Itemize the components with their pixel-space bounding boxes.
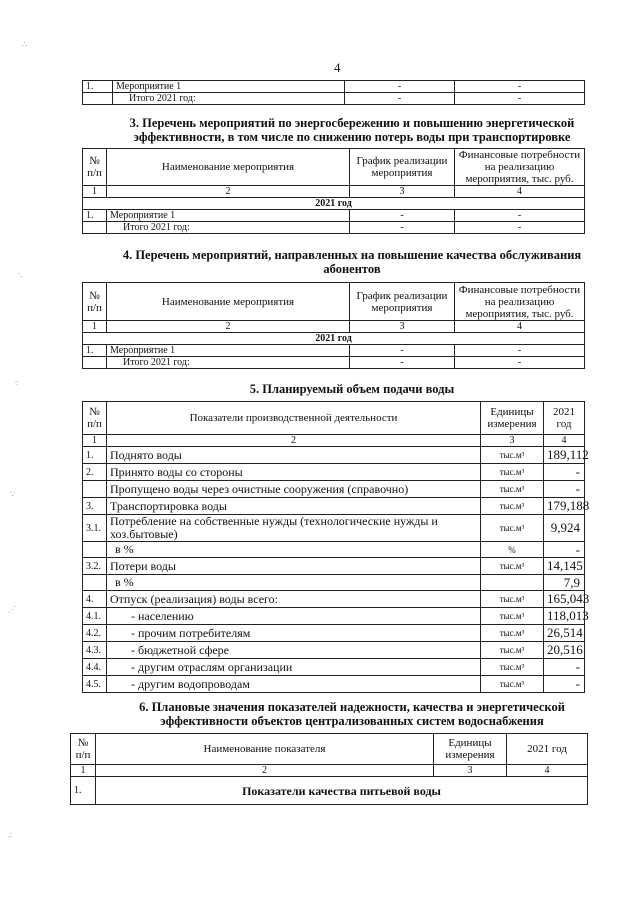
unit-cell: тыс.м³ xyxy=(481,515,544,542)
column-number: 1 xyxy=(83,321,107,333)
row-number: 1. xyxy=(83,210,107,222)
schedule-cell: - xyxy=(345,81,455,93)
table-row xyxy=(83,345,585,357)
table-row xyxy=(83,481,585,498)
table-row xyxy=(71,777,588,805)
indicator-name: Принято воды со стороны xyxy=(107,464,481,481)
value-cell: - xyxy=(544,464,585,481)
header-number: № п/п xyxy=(83,283,107,321)
value-cell: - xyxy=(544,676,585,693)
table-row xyxy=(83,210,585,222)
header-number: № п/п xyxy=(71,734,96,765)
indicator-name: в % xyxy=(107,542,481,558)
finance-cell: - xyxy=(455,222,585,234)
row-number: 1. xyxy=(83,447,107,464)
row-number: 3.2. xyxy=(83,558,107,575)
column-number: 4 xyxy=(455,186,585,198)
row-number: 1. xyxy=(83,81,113,93)
column-number: 3 xyxy=(481,435,544,447)
column-number: 1 xyxy=(83,435,107,447)
schedule-cell: - xyxy=(345,93,455,105)
row-number: 1. xyxy=(83,345,107,357)
unit-cell: тыс.м³ xyxy=(481,558,544,575)
column-number-row xyxy=(83,435,585,447)
page-number: 4 xyxy=(334,60,341,75)
value-cell: 165,043 xyxy=(544,591,585,608)
table-section-5 xyxy=(82,401,590,693)
column-number-row xyxy=(83,321,585,333)
value-cell: 189,112 xyxy=(544,447,585,464)
indicator-name: - другим отраслям организации xyxy=(107,659,481,676)
row-number: 4. xyxy=(83,591,107,608)
unit-cell: тыс.м³ xyxy=(481,591,544,608)
title-line: абонентов xyxy=(323,262,381,276)
year-row xyxy=(83,333,585,345)
unit-cell: тыс.м³ xyxy=(481,481,544,498)
title-line: 3. Перечень мероприятий по энергосбережению и повышению энергетической xyxy=(129,116,575,130)
column-number: 4 xyxy=(544,435,585,447)
header-year: 2021 год xyxy=(507,734,588,765)
table-continuation xyxy=(82,80,585,105)
column-number-row xyxy=(71,765,588,777)
quality-section-label: Показатели качества питьевой воды xyxy=(96,777,588,805)
column-number: 2 xyxy=(96,765,434,777)
title-line: 4. Перечень мероприятий, направленных на повышение качества обслуживания xyxy=(122,248,582,262)
event-name: Мероприятие 1 xyxy=(113,81,345,93)
header-number: № п/п xyxy=(83,402,107,435)
event-name: Мероприятие 1 xyxy=(107,345,350,357)
table-header-row xyxy=(83,402,585,435)
table-row xyxy=(83,515,585,542)
row-number: 4.5. xyxy=(83,676,107,693)
header-indicator: Показатели производственной деятельности xyxy=(107,402,481,435)
column-number: 1 xyxy=(71,765,96,777)
total-label: Итого 2021 год: xyxy=(113,93,345,105)
table-row xyxy=(83,447,585,464)
column-number: 4 xyxy=(455,321,585,333)
table-section-6 xyxy=(70,733,588,805)
table-header-row xyxy=(71,734,588,765)
header-number: № п/п xyxy=(83,149,107,186)
value-cell: 7,9 xyxy=(544,575,585,591)
header-finance: Финансовые потребности на реализацию мероприятия, тыс. руб. xyxy=(455,283,585,321)
finance-cell: - xyxy=(455,81,585,93)
row-number xyxy=(83,542,107,558)
indicator-name: Транспортировка воды xyxy=(107,498,481,515)
unit-cell: тыс.м³ xyxy=(481,642,544,659)
column-number: 2 xyxy=(107,435,481,447)
row-number: 1. xyxy=(71,777,96,805)
table-row xyxy=(83,464,585,481)
table-row xyxy=(83,608,585,625)
column-number: 2 xyxy=(107,321,350,333)
unit-cell: % xyxy=(481,542,544,558)
table-row xyxy=(83,542,585,558)
unit-cell: тыс.м³ xyxy=(481,464,544,481)
unit-cell xyxy=(481,575,544,591)
section-6-title xyxy=(82,700,622,728)
table-row xyxy=(83,591,585,608)
scan-mark: .: xyxy=(8,830,13,839)
table-header-row xyxy=(83,283,585,321)
value-cell: 20,516 xyxy=(544,642,585,659)
row-number xyxy=(83,575,107,591)
unit-cell: тыс.м³ xyxy=(481,498,544,515)
row-number: 4.3. xyxy=(83,642,107,659)
row-number: 3.1. xyxy=(83,515,107,542)
value-cell: - xyxy=(544,542,585,558)
schedule-cell: - xyxy=(350,210,455,222)
column-number: 1 xyxy=(83,186,107,198)
unit-cell: тыс.м³ xyxy=(481,608,544,625)
scan-mark: ∙: xyxy=(14,378,19,387)
indicator-name: Потери воды xyxy=(107,558,481,575)
header-year: 2021 год xyxy=(544,402,585,435)
column-number: 3 xyxy=(350,321,455,333)
total-label: Итого 2021 год: xyxy=(107,222,350,234)
header-name: Наименование мероприятия xyxy=(107,149,350,186)
table-header-row xyxy=(83,149,585,186)
schedule-cell: - xyxy=(350,222,455,234)
table-row xyxy=(83,93,585,105)
column-number: 4 xyxy=(507,765,588,777)
table-row xyxy=(83,357,585,369)
table-row xyxy=(83,575,585,591)
column-number: 3 xyxy=(350,186,455,198)
value-cell: 9,924 xyxy=(544,515,585,542)
table-row xyxy=(83,81,585,93)
schedule-cell: - xyxy=(350,357,455,369)
scan-mark: ⋰ xyxy=(8,605,16,614)
indicator-name: Потребление на собственные нужды (технологические нужды и хоз.бытовые) xyxy=(107,515,481,542)
row-number xyxy=(83,481,107,498)
title-line: эффективности, в том числе по снижению потерь воды при транспортировке xyxy=(133,130,571,144)
value-cell: 179,188 xyxy=(544,498,585,515)
table-row xyxy=(83,558,585,575)
table-row xyxy=(83,625,585,642)
finance-cell: - xyxy=(455,210,585,222)
row-number: 3. xyxy=(83,498,107,515)
indicator-name: - бюджетной сфере xyxy=(107,642,481,659)
schedule-cell: - xyxy=(350,345,455,357)
indicator-name: - прочим потребителям xyxy=(107,625,481,642)
table-row xyxy=(83,498,585,515)
indicator-name: Отпуск (реализация) воды всего: xyxy=(107,591,481,608)
unit-cell: тыс.м³ xyxy=(481,625,544,642)
header-indicator-name: Наименование показателя xyxy=(96,734,434,765)
section-3-title xyxy=(82,116,622,144)
header-unit: Единицы измерения xyxy=(481,402,544,435)
year-label: 2021 год xyxy=(83,198,585,210)
finance-cell: - xyxy=(455,93,585,105)
section-5-title: 5. Планируемый объем подачи воды xyxy=(249,382,455,396)
scan-mark: ·. xyxy=(18,270,23,279)
unit-cell: тыс.м³ xyxy=(481,659,544,676)
column-number-row xyxy=(83,186,585,198)
indicator-name: в % xyxy=(107,575,481,591)
section-4-title xyxy=(82,248,622,276)
row-number: 2. xyxy=(83,464,107,481)
title-line: 6. Плановые значения показателей надежности, качества и энергетической xyxy=(139,700,565,714)
title-line: эффективности объектов централизованных систем водоснабжения xyxy=(160,714,544,728)
table-row xyxy=(83,676,585,693)
indicator-name: Пропущено воды через очистные сооружения (справочно) xyxy=(107,481,481,498)
value-cell: 14,145 xyxy=(544,558,585,575)
value-cell: - xyxy=(544,659,585,676)
row-number: 4.2. xyxy=(83,625,107,642)
table-row xyxy=(83,642,585,659)
year-row xyxy=(83,198,585,210)
value-cell: 118,013 xyxy=(544,608,585,625)
table-section-4 xyxy=(82,282,585,369)
header-name: Наименование мероприятия xyxy=(107,283,350,321)
indicator-name: - населению xyxy=(107,608,481,625)
event-name: Мероприятие 1 xyxy=(107,210,350,222)
row-number: 4.4. xyxy=(83,659,107,676)
column-number: 3 xyxy=(434,765,507,777)
indicator-name: Поднято воды xyxy=(107,447,481,464)
year-label: 2021 год xyxy=(83,333,585,345)
unit-cell: тыс.м³ xyxy=(481,676,544,693)
value-cell: - xyxy=(544,481,585,498)
table-section-3 xyxy=(82,148,585,234)
finance-cell: - xyxy=(455,345,585,357)
row-number: 4.1. xyxy=(83,608,107,625)
column-number: 2 xyxy=(107,186,350,198)
total-label: Итого 2021 год: xyxy=(107,357,350,369)
unit-cell: тыс.м³ xyxy=(481,447,544,464)
header-schedule: График реализации мероприятия xyxy=(350,283,455,321)
header-finance: Финансовые потребности на реализацию мероприятия, тыс. руб. xyxy=(455,149,585,186)
scan-mark: ∵ xyxy=(10,490,16,499)
table-row xyxy=(83,659,585,676)
finance-cell: - xyxy=(455,357,585,369)
indicator-name: - другим водопроводам xyxy=(107,676,481,693)
value-cell: 26,514 xyxy=(544,625,585,642)
table-row xyxy=(83,222,585,234)
header-unit: Единицы измерения xyxy=(434,734,507,765)
header-schedule: График реализации мероприятия xyxy=(350,149,455,186)
scan-mark: ∴ xyxy=(22,40,28,49)
